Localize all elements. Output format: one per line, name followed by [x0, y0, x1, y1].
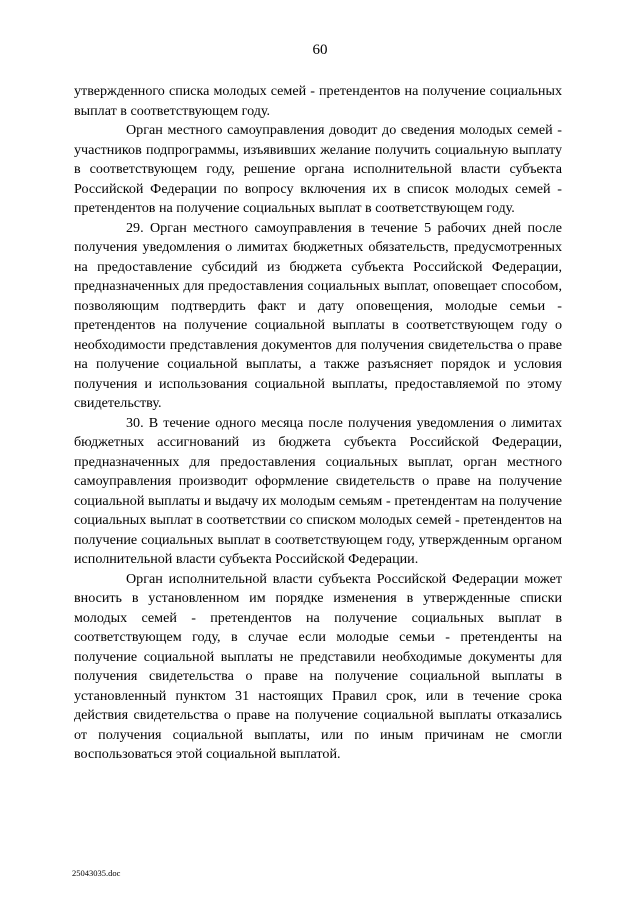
document-body — [74, 82, 562, 765]
paragraph-continuation: утвержденного списка молодых семей - претендентов на получение социальных выплат в соответствующем году. — [74, 83, 562, 119]
paragraph-item-30: 30. В течение одного месяца после получения уведомления о лимитах бюджетных ассигнований из бюджета субъекта Российской Федерации, предназначенных для предоставления социальных выплат, орган местного самоуправления производит оформление свидетельств о праве на получение социальной выплаты и выдачу их молодым семьям - претендентам на получение социальных выплат в соответствии со списком молодых семей - претендентов на получение социальных выплат в соответствующем году, утвержденным органом исполнительной власти субъекта Российской Федерации. — [74, 414, 562, 567]
paragraph-item-29: 29. Орган местного самоуправления в течение 5 рабочих дней после получения уведомления о лимитах бюджетных обязательств, предусмотренных на предоставление субсидий из бюджета субъекта Российской Федерации, предназначенных для предоставления социальных выплат, оповещает способом, позволяющим подтвердить факт и дату оповещения, молодые семьи - претендентов на получение социальной выплаты в соответствующем году о необходимости представления документов для получения свидетельства о праве на получение социальной выплаты, а также разъясняет порядок и условия получения и использования социальной выплаты, предоставляемой по этому свидетельству. — [74, 219, 562, 411]
paragraph-notification: Орган местного самоуправления доводит до сведения молодых семей - участников подпрограммы, изъявивших желание получить социальную выплату в соответствующем году, решение органа исполнительной власти субъекта Российской Федерации по вопросу включения их в список молодых семей - претендентов на получение социальных выплат в соответствующем году. — [74, 122, 562, 216]
document-file-name: 25043035.doc — [72, 868, 121, 878]
page-number: 60 — [312, 42, 328, 58]
paragraph-list-changes: Орган исполнительной власти субъекта Российской Федерации может вносить в установленном им порядке изменения в утвержденные списки молодых семей - претендентов на получение социальных выплат в соответствующем году, в случае если молодые семьи - претенденты на получение социальной выплаты не представили необходимые документы для получения свидетельства о праве на получение социальной выплаты в установленный пунктом 31 настоящих Правил срок, или в течение срока действия свидетельства о праве на получение социальной выплаты отказались от получения социальной выплаты, или по иным причинам не смогли воспользоваться этой социальной выплатой. — [74, 570, 562, 762]
